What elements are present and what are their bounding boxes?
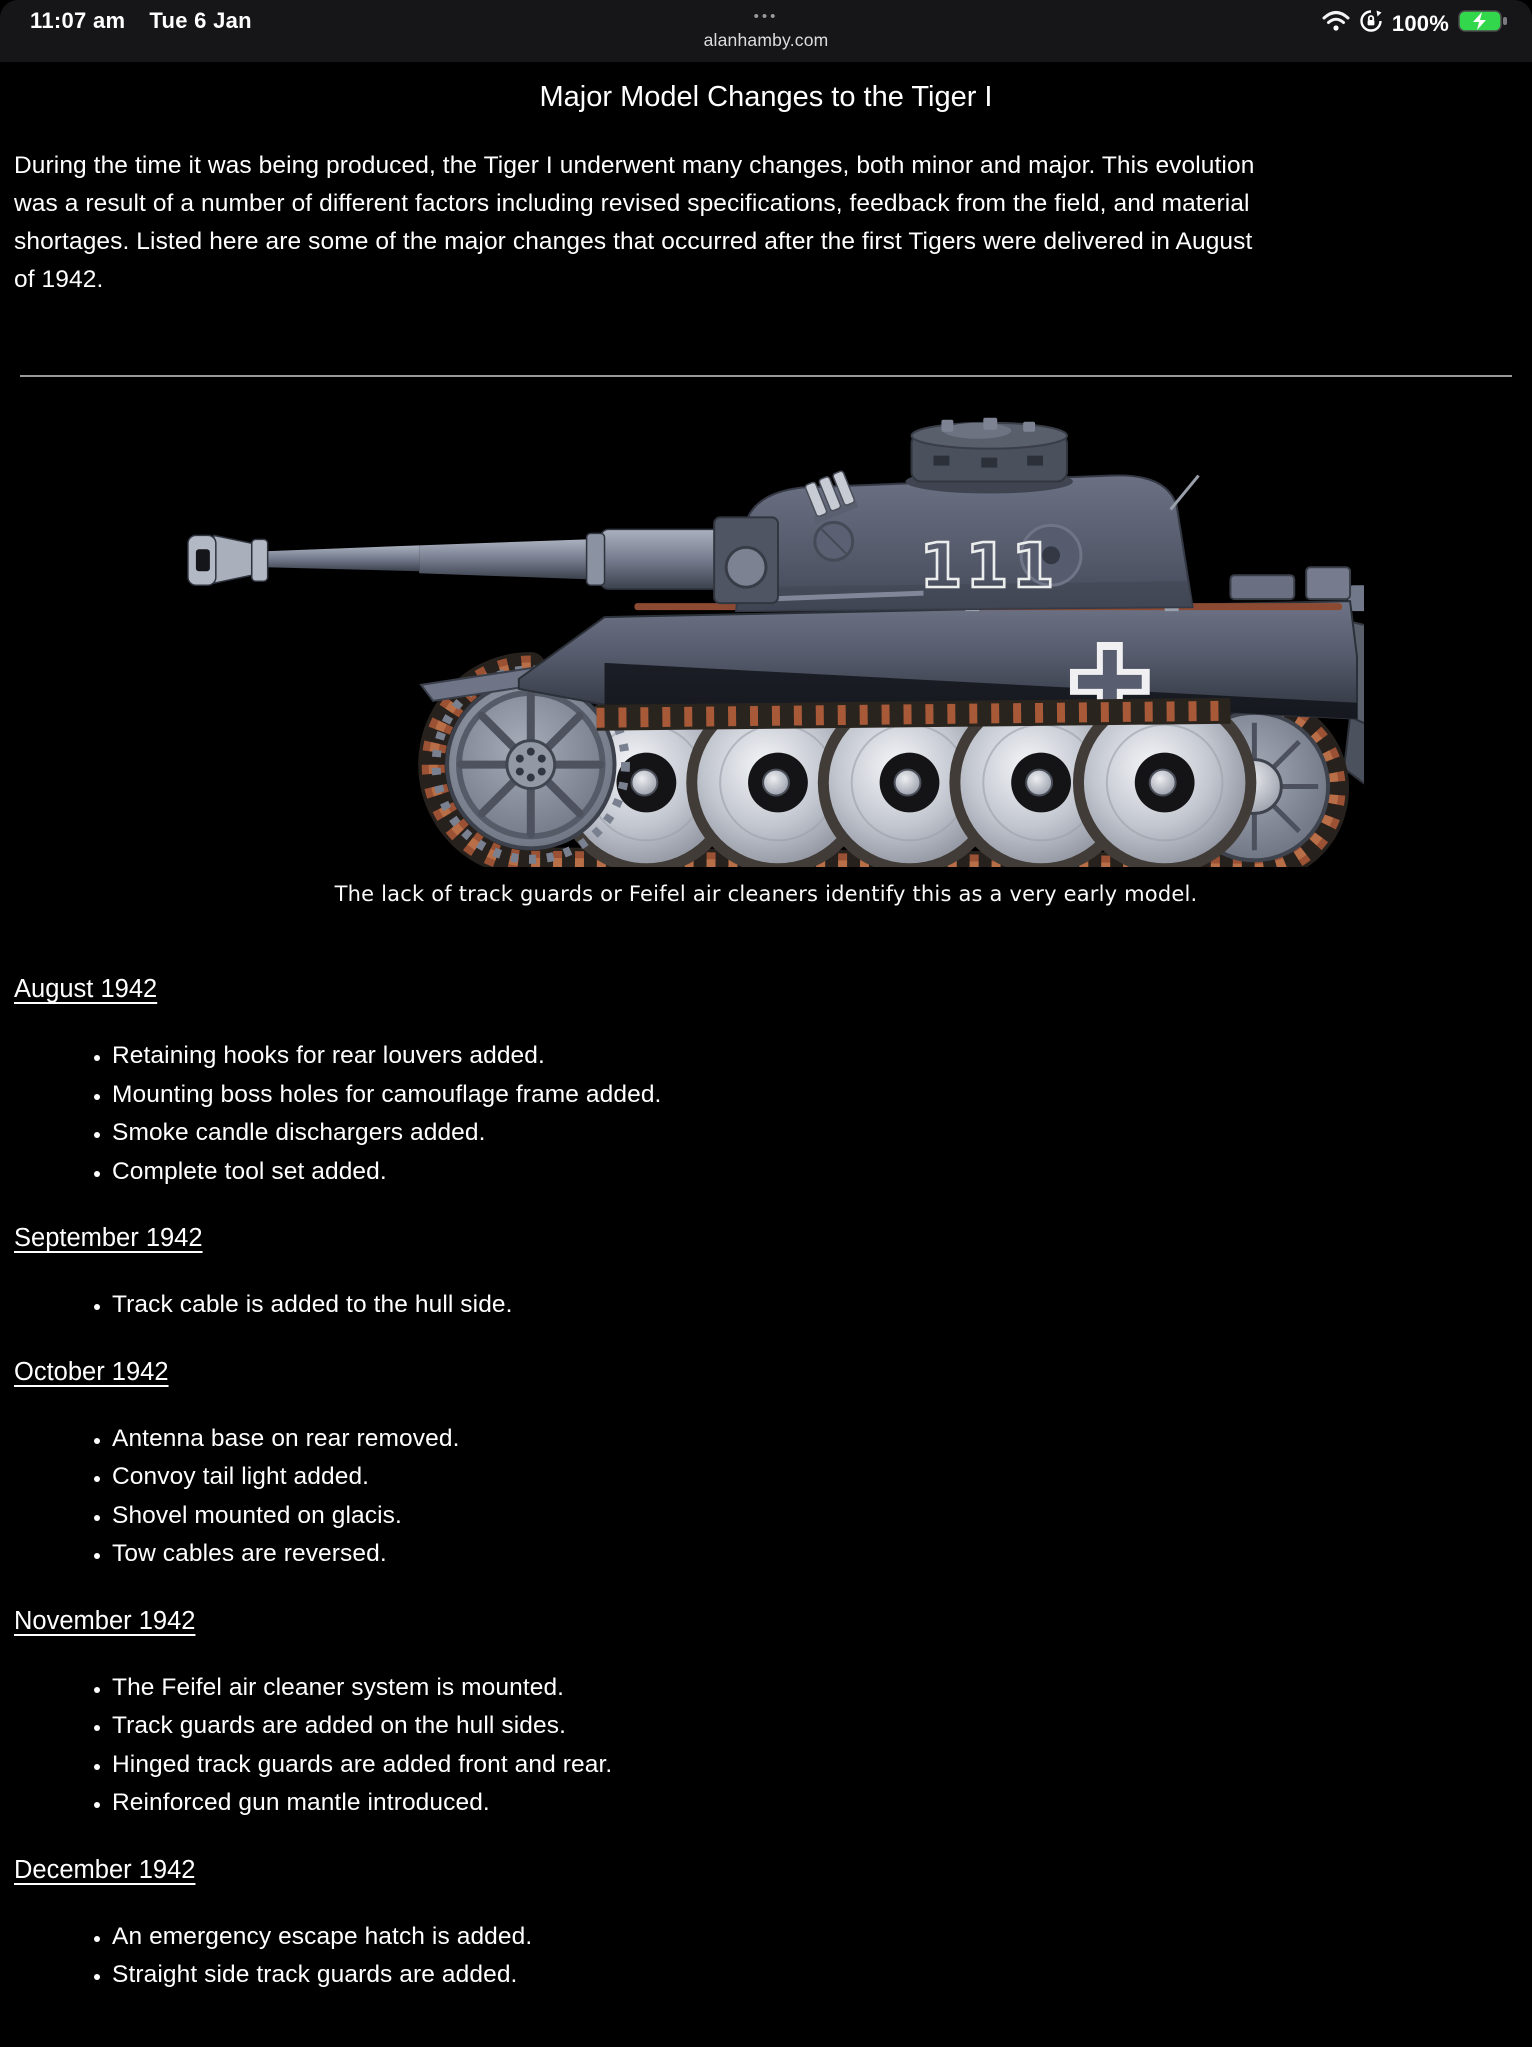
section-heading: September 1942: [14, 1224, 203, 1252]
change-list-item: • Track guards are added on the hull sides.: [112, 1707, 1518, 1746]
tank-track-upper-run: [597, 711, 1231, 718]
change-list-item: • Convoy tail light added.: [112, 1458, 1518, 1497]
change-list-item: • Straight side track guards are added.: [112, 1956, 1518, 1995]
section-list: [14, 1420, 1518, 1574]
section-list: [14, 1669, 1518, 1823]
tab-overflow-dots-icon[interactable]: •••: [753, 8, 779, 25]
section-list: [14, 1918, 1518, 1995]
turret-number-label: 111: [919, 530, 1058, 603]
tank-cupola: [906, 418, 1073, 494]
change-list-item: • An emergency escape hatch is added.: [112, 1918, 1518, 1957]
change-list-item: • Retaining hooks for rear louvers added.: [112, 1037, 1518, 1076]
status-right-group: [1322, 9, 1508, 38]
change-list-item: • Mounting boss holes for camouflage frame added.: [112, 1076, 1518, 1115]
rotation-lock-icon: [1359, 9, 1383, 38]
wifi-icon: [1322, 10, 1350, 37]
tank-muzzle-brake: [188, 535, 268, 585]
battery-percent-label: 100%: [1391, 10, 1449, 36]
intro-paragraph-line: During the time it was being produced, the Tiger I underwent many changes, both minor and major. This evolution: [14, 152, 1255, 179]
change-list-item: • Shovel mounted on glacis.: [112, 1497, 1518, 1536]
change-list-item: • Track cable is added to the hull side.: [112, 1286, 1518, 1325]
change-list-item: • Complete tool set added.: [112, 1153, 1518, 1192]
section-heading: October 1942: [14, 1357, 169, 1386]
page-title: Major Model Changes to the Tiger I: [539, 81, 993, 113]
figure-caption: The lack of track guards or Feifel air cleaners identify this as a very early model.: [334, 882, 1198, 906]
change-list-item: • Hinged track guards are added front and rear.: [112, 1746, 1518, 1785]
horizontal-divider: [20, 375, 1512, 377]
intro-paragraph-line: of 1942.: [14, 266, 104, 293]
change-list-item: • The Feifel air cleaner system is mounted.: [112, 1669, 1518, 1708]
web-page-content: [0, 78, 1532, 1995]
battery-charging-icon: [1458, 9, 1508, 38]
section-list: [14, 1037, 1518, 1191]
section-list: [14, 1286, 1518, 1325]
section-heading: November 1942: [14, 1606, 196, 1635]
month-section: [14, 1223, 1518, 1325]
intro-paragraph: [14, 147, 1518, 299]
tank-main-gun: [188, 517, 778, 603]
address-bar-group: [0, 0, 1532, 51]
change-log-sections: [14, 974, 1518, 1995]
address-bar[interactable]: alanhamby.com: [703, 30, 829, 50]
intro-paragraph-line: shortages. Listed here are some of the major changes that occurred after the first Tigers were delivered in August: [14, 228, 1253, 255]
month-section: [14, 974, 1518, 1191]
change-list-item: • Antenna base on rear removed.: [112, 1420, 1518, 1459]
intro-paragraph-line: was a result of a number of different factors including revised specifications, feedback from the field, and material: [14, 190, 1250, 217]
tiger-tank-illustration: [168, 417, 1364, 867]
section-heading: December 1942: [14, 1855, 196, 1884]
date-label: Tue 6 Jan: [149, 8, 252, 33]
change-list-item: • Tow cables are reversed.: [112, 1535, 1518, 1574]
month-section: [14, 1606, 1518, 1823]
tiger-tank-figure: [14, 417, 1518, 906]
status-bar: [0, 0, 1532, 62]
month-section: [14, 1357, 1518, 1574]
section-heading: August 1942: [14, 975, 158, 1003]
clock-label: 11:07 am: [30, 8, 126, 33]
change-list-item: • Smoke candle dischargers added.: [112, 1114, 1518, 1153]
change-list-item: • Reinforced gun mantle introduced.: [112, 1784, 1518, 1823]
month-section: [14, 1855, 1518, 1995]
